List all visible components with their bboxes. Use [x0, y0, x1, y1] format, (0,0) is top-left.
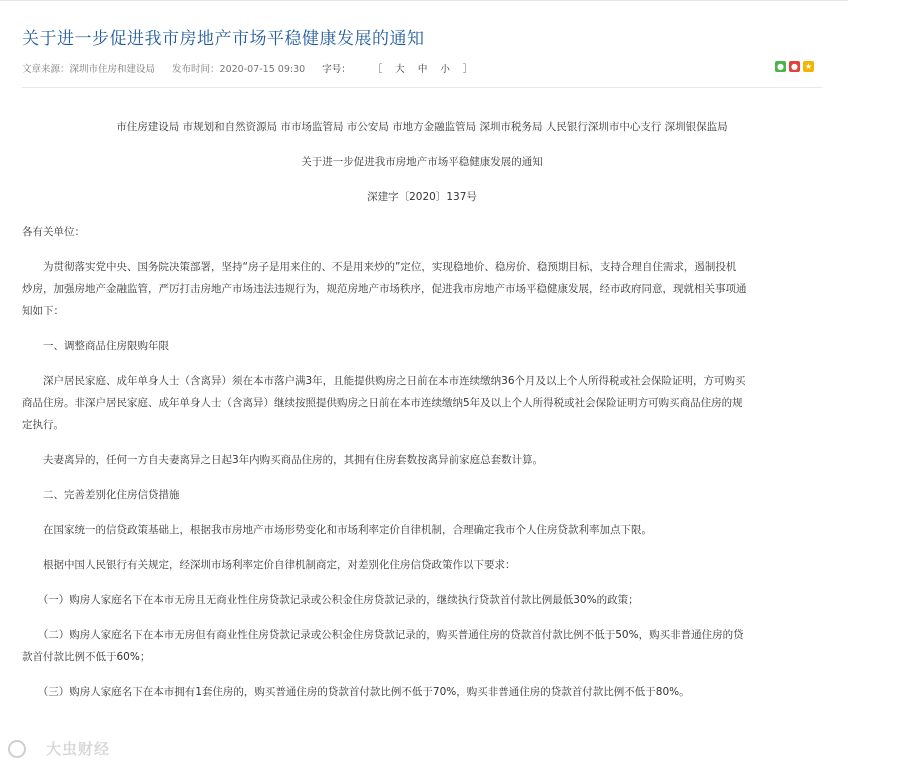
article-meta: [22, 61, 477, 75]
section2-paragraph: 在国家统一的信贷政策基础上，根据我市房地产市场形势变化和市场利率定价自律机制，合理确定我市个人住房贷款利率加点下限。: [22, 524, 652, 536]
font-size-label: 字号：: [322, 64, 351, 75]
top-border: [0, 0, 848, 1]
font-size-medium-button[interactable]: 中: [417, 64, 428, 75]
section1-divorce-paragraph: 夫妻离异的，任何一方自夫妻离异之日起3年内购买商品住房的，其拥有住房套数按离异前家庭总套数计算。: [22, 454, 544, 466]
article-publish-time: 发布时间：2020-07-15 09:30: [172, 64, 306, 75]
section-heading-1: 一、调整商品住房限购年限: [22, 340, 169, 352]
section2-item-2-line: （二）购房人家庭名下在本市无房但有商业性住房贷款记录或公积金住房贷款记录的，购买普通住房的贷款首付款比例不低于50%，购买非普通住房的贷: [22, 629, 744, 641]
article-body: [22, 116, 822, 703]
font-size-large-button[interactable]: 大: [395, 64, 405, 75]
section2-paragraph: 根据中国人民银行有关规定，经深圳市场利率定价自律机制商定，对差别化住房信贷政策作以下要求：: [22, 559, 516, 571]
font-size-bracket-open: ［: [372, 64, 383, 75]
intro-paragraph-line: 炒房，加强房地产金融监管，严厉打击房地产市场违法违规行为，规范房地产市场秩序，促进我市房地产市场平稳健康发展，经市政府同意，现就相关事项通: [22, 283, 747, 295]
font-size-bracket-close: ］: [462, 64, 473, 75]
section2-item-1: （一）购房人家庭名下在本市无房且无商业性住房贷款记录或公积金住房贷款记录的，继续执行贷款首付款比例最低30%的政策；: [22, 594, 639, 606]
watermark-text: 大虫财经: [46, 740, 111, 758]
font-size-small-button[interactable]: 小: [440, 64, 450, 75]
header-divider: [22, 87, 822, 88]
intro-paragraph-line: 知如下：: [22, 305, 64, 317]
section1-paragraph-line: 深户居民家庭、成年单身人士（含离异）须在本市落户满3年，且能提供购房之日前在本市连续缴纳36个月及以上个人所得税或社会保险证明，方可购买: [22, 375, 746, 387]
section-heading-2: 二、完善差别化住房信贷措施: [22, 489, 180, 501]
issuing-agencies: 市住房建设局 市规划和自然资源局 市市场监管局 市公安局 市地方金融监管局 深圳市税务局 人民银行深圳市中心支行 深圳银保监局: [116, 121, 728, 133]
section1-paragraph-line: 商品住房。非深户居民家庭、成年单身人士（含离异）继续按照提供购房之日前在本市连续缴纳5年及以上个人所得税或社会保险证明方可购买商品住房的规: [22, 397, 743, 409]
weibo-icon[interactable]: ●: [789, 61, 800, 72]
qzone-icon[interactable]: ★: [804, 62, 813, 71]
salutation: 各有关单位：: [22, 226, 85, 238]
watermark-logo-icon: [8, 740, 26, 758]
intro-paragraph-line: 为贯彻落实党中央、国务院决策部署，坚持“房子是用来住的、不是用来炒的”定位，实现稳地价、稳房价、稳预期目标，支持合理自住需求，遏制投机: [22, 261, 737, 273]
section1-paragraph-line: 定执行。: [22, 419, 64, 431]
section2-item-3: （三）购房人家庭名下在本市拥有1套住房的，购买普通住房的贷款首付款比例不低于70%，购买非普通住房的贷款首付款比例不低于80%。: [22, 686, 690, 698]
share-toolbar: [775, 61, 814, 72]
article-source: 文章来源：深圳市住房和建设局: [22, 64, 156, 75]
document-title: 关于进一步促进我市房地产市场平稳健康发展的通知: [301, 156, 543, 168]
font-size-control: [322, 64, 477, 75]
wechat-icon[interactable]: ●: [775, 61, 786, 72]
page-title: 关于进一步促进我市房地产市场平稳健康发展的通知: [22, 29, 425, 49]
document-number: 深建字〔2020〕137号: [367, 191, 477, 203]
section2-item-2-line: 款首付款比例不低于60%；: [22, 651, 151, 663]
watermark: [6, 736, 136, 760]
